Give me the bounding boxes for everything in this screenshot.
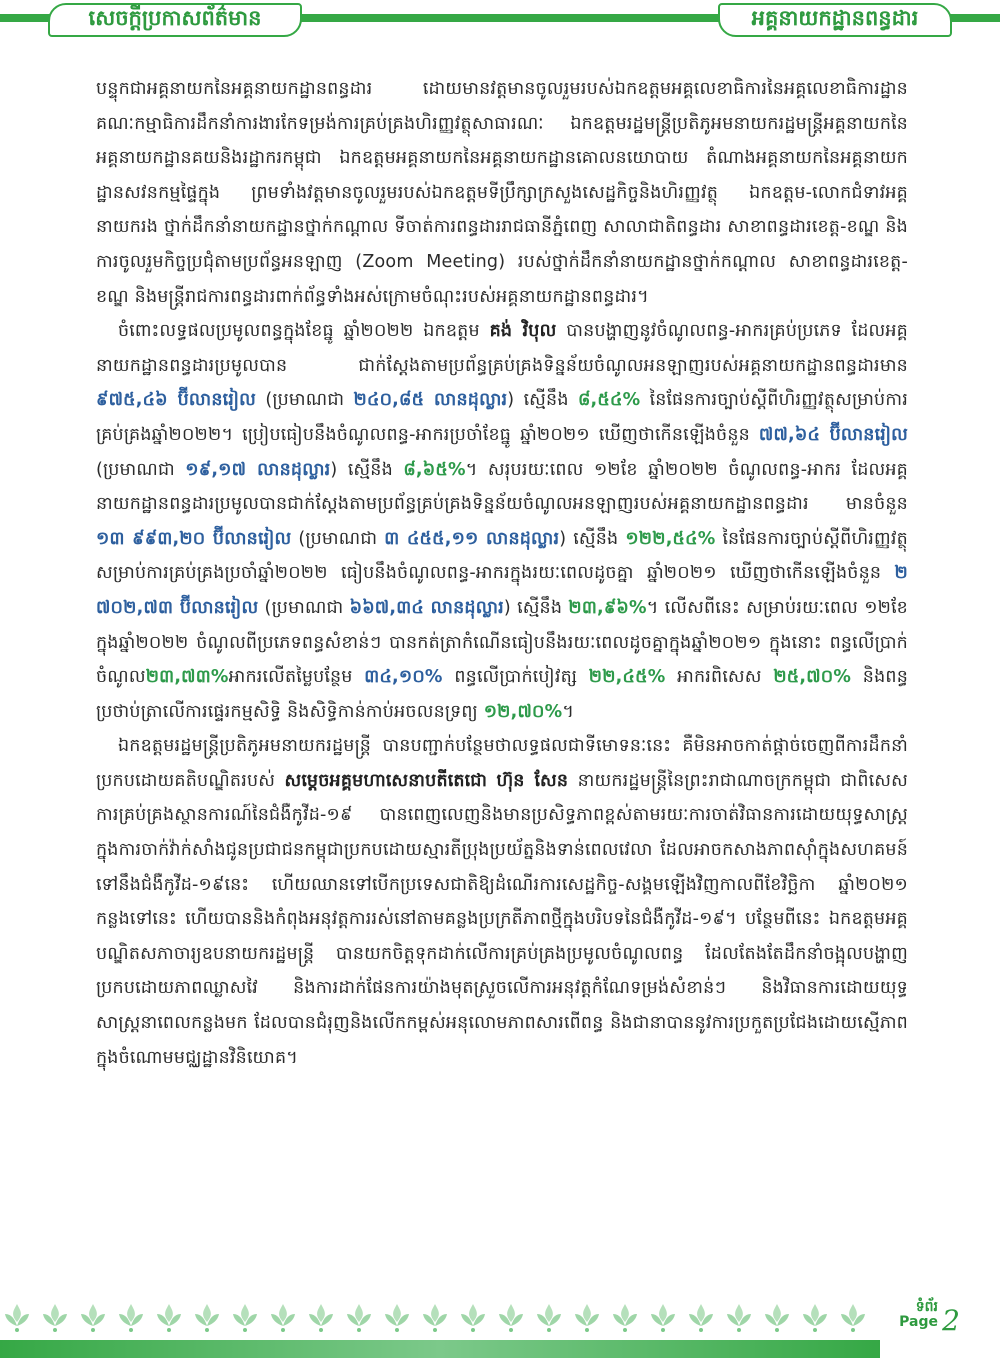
p2-text: ។ លើសពីនេះ សម្រាប់រយៈពេល ១២ខែ ក្នុងឆ្នាំ២០២២ ចំណូលពីប្រភេទពន្ធសំខាន់ៗ បានកត់ត្រាកំណើនធៀបនឹងរយៈពេលដូចគ្នាក្នុងឆ្នាំ២០២១ ក្នុងនោះ ពន្ធលើប្រាក់ចំណូល xyxy=(96,597,908,688)
figure-value: ៦៦៧,៣៤ លានដុល្លារ xyxy=(349,597,504,618)
p2-text: ។ xyxy=(562,701,575,722)
percent-value: ២៣,៧៣% xyxy=(145,667,229,688)
p2-text: នៃផែនការច្បាប់ស្តីពីហិរញ្ញវត្ថុសម្រាប់ការគ្រប់គ្រងឆ្នាំ២០២២។ ប្រៀបធៀបនឹងចំណូលពន្ធ-អាករប្រចាំខែធ្នូ ឆ្នាំ២០២១ ឃើញថាកើនឡើងចំនួន xyxy=(96,390,908,445)
p2-text: ) ស្មើនឹង xyxy=(503,597,569,618)
percent-value: ៨,៥៤% xyxy=(577,390,641,411)
paragraph-1: បន្ទុកជាអគ្គនាយកនៃអគ្គនាយកដ្ឋានពន្ធដារ ដោយមានវត្តមានចូលរួមរបស់ឯកឧត្តមអគ្គលេខាធិការនៃអគ្គលេខាធិការដ្ឋានគណៈកម្មាធិការដឹកនាំការងារកែទម្រង់ការគ្រប់គ្រងហិរញ្ញវត្ថុសាធារណៈ ឯកឧត្តមរដ្ឋមន្ត្រីប្រតិភូអមនាយករដ្ឋមន្ត្រីអគ្គនាយកនៃអគ្គនាយកដ្ឋានគយនិងរដ្ឋាករកម្ពុជា ឯកឧត្តមអគ្គនាយកនៃអគ្គនាយកដ្ឋានគោលនយោបាយ តំណាងអគ្គនាយកនៃអគ្គនាយកដ្ឋានសវនកម្មផ្ទៃក្នុង ព្រមទាំងវត្តមានចូលរួមរបស់ឯកឧត្តមទីប្រឹក្សាក្រសួងសេដ្ឋកិច្ចនិងហិរញ្ញវត្ថុ ឯកឧត្តម-លោកជំទាវអគ្គនាយករង ថ្នាក់ដឹកនាំនាយកដ្ឋានថ្នាក់កណ្ដាល ទីចាត់ការពន្ធដាររាជធានីភ្នំពេញ សាលាជាតិពន្ធដារ សាខាពន្ធដារខេត្ត-ខណ្ឌ និងការចូលរួមកិច្ចប្រជុំតាមប្រព័ន្ធអនឡាញ (Zoom Meeting) របស់ថ្នាក់ដឹកនាំនាយកដ្ឋានថ្នាក់កណ្ដាល សាខាពន្ធដារខេត្ត-ខណ្ឌ និងមន្ត្រីរាជការពន្ធដារពាក់ព័ន្ធទាំងអស់ក្រោមចំណុះរបស់អគ្គនាយកដ្ឋានពន្ធដារ។ xyxy=(96,79,908,307)
p2-text: ) ស្មើនឹង xyxy=(507,390,578,411)
p2-text: ។ សរុបរយៈពេល ១២ខែ ឆ្នាំ២០២២ ចំណូលពន្ធ-អាករ ដែលអគ្គនាយកដ្ឋានពន្ធដារប្រមូលបានជាក់ស្តែងតាមប្រព័ន្ធគ្រប់គ្រងទិន្នន័យចំណូលអនឡាញរបស់អគ្គនាយកដ្ឋានពន្ធដារ មានចំនួន xyxy=(96,459,908,515)
p2-text: អាករលើតម្លៃបន្ថែម xyxy=(228,667,365,688)
p2-text: ) ស្មើនឹង xyxy=(559,528,626,549)
percent-value: ២២,៤៥% xyxy=(588,667,666,688)
p2-text: បានបង្ហាញនូវចំណូលពន្ធ-អាករគ្រប់ប្រភេទ ដែលអគ្គនាយកដ្ឋានពន្ធដារប្រមូលបាន ជាក់ស្តែងតាមប្រព័ន្ធគ្រប់គ្រងទិន្នន័យចំណូលអនឡាញរបស់អគ្គនាយកដ្ឋានពន្ធដារមាន xyxy=(96,321,908,376)
percent-value: ១២២,៥៤% xyxy=(625,528,716,549)
leader-title: សម្តេចអគ្គមហាសេនាបតីតេជោ xyxy=(284,770,488,791)
p2-text: (ប្រមាណជា xyxy=(256,390,354,411)
leader-name: ហ៊ុន សែន xyxy=(496,770,569,791)
official-name: គង់ វិបុល xyxy=(489,321,557,342)
p2-text: (ប្រមាណជា xyxy=(291,528,385,549)
p2-text: អាករពិសេស xyxy=(665,667,774,688)
page-label xyxy=(899,1300,938,1330)
figure-value: ១៩,១៧ លានដុល្លារ xyxy=(185,459,331,480)
header-left-title: សេចក្តីប្រកាសព័ត៌មាន xyxy=(48,3,302,37)
figure-value: ១៣ ៩៩៣,២០ ប៊ីលានរៀល xyxy=(96,528,292,549)
p3-text: នាយករដ្ឋមន្ត្រីនៃព្រះរាជាណាចក្រកម្ពុជា ជាពិសេសការគ្រប់គ្រងស្ថានការណ៍នៃជំងឺកូវីដ-១៩ បានពេញលេញនិងមានប្រសិទ្ធភាពខ្ពស់តាមរយៈការចាត់វិធានការដោយយុទ្ធសាស្ត្រក្នុងការចាក់វ៉ាក់សាំងជូនប្រជាជនកម្ពុជាប្រកបដោយស្មារតីប្រុងប្រយ័ត្ននិងទាន់ពេលវេលា ដែលអាចកសាងភាពស៊ាំក្នុងសហគមន៍ទៅនឹងជំងឺកូវីដ-១៩នេះ ហើយឈានទៅបើកប្រទេសជាតិឱ្យដំណើរការសេដ្ឋកិច្ច-សង្គមឡើងវិញកាលពីខែវិច្ឆិកា ឆ្នាំ២០២១ កន្លងទៅនេះ ហើយបាននិងកំពុងអនុវត្តការរស់នៅតាមគន្លងប្រក្រតីភាពថ្មីក្នុងបរិបទនៃជំងឺកូវីដ-១៩។ បន្ថែមពីនេះ ឯកឧត្តមអគ្គបណ្ឌិតសភាចារ្យឧបនាយករដ្ឋមន្ត្រី បានយកចិត្តទុកដាក់លើការគ្រប់គ្រងប្រមូលចំណូលពន្ធ ដែលតែងតែដឹកនាំចង្អុលបង្ហាញប្រកបដោយភាពឈ្លាសវៃ និងការដាក់ផែនការយ៉ាងមុតស្រួចលើការអនុវត្តកំណែទម្រង់សំខាន់ៗ និងវិធានការដោយយុទ្ធសាស្ត្រនាពេលកន្លងមក ដែលបានជំរុញនិងលើកកម្ពស់អនុលោមភាពសារពើពន្ធ និងជានាបាននូវការប្រកួតប្រជែងដោយស្មើភាពក្នុងចំណោមមជ្ឈដ្ឋានវិនិយោគ។ xyxy=(96,770,908,1068)
p2-text: ) ស្មើនឹង xyxy=(330,459,404,480)
page-label-en: Page xyxy=(899,1314,938,1330)
footer-green-bar xyxy=(0,1340,880,1358)
paragraph-3 xyxy=(96,729,908,1075)
page-label-kh: ទំព័រ xyxy=(915,1299,938,1315)
paragraph-2 xyxy=(96,314,908,729)
figure-value: ៣ ៤៥៥,១១ លានដុល្លារ xyxy=(384,528,560,549)
figure-value: ២៤០,៨៥ លានដុល្លារ xyxy=(353,390,508,411)
percent-value: ១២,៧០% xyxy=(483,701,563,722)
figure-value: ៧៧,៦៤ ប៊ីលានរៀល xyxy=(758,424,908,445)
p3-text: ឯកឧត្តមរដ្ឋមន្ត្រីប្រតិភូអមនាយករដ្ឋមន្ត្រី បានបញ្ជាក់បន្ថែមថាលទ្ធផលជាទីមោទនៈនេះ គឺមិនអាចកាត់ផ្តាច់ចេញពីការដឹកនាំប្រកបដោយគតិបណ្ឌិតរបស់ xyxy=(96,736,908,791)
p2-text: នៃផែនការច្បាប់ស្តីពីហិរញ្ញវត្ថុសម្រាប់ការគ្រប់គ្រងប្រចាំឆ្នាំ២០២២ ធៀបនឹងចំណូលពន្ធ-អាករក្នុងរយៈពេលដូចគ្នា ឆ្នាំ២០២១ ឃើញថាកើនឡើងចំនួន xyxy=(96,528,908,584)
p2-text: ចំពោះលទ្ធផលប្រមូលពន្ធក្នុងខែធ្នូ ឆ្នាំ២០២២ ឯកឧត្តម xyxy=(118,321,490,342)
percent-value: ២៣,៩៦% xyxy=(568,597,647,618)
page-number: 2 xyxy=(942,1304,960,1337)
page-header xyxy=(0,0,1000,48)
figure-value: ៩៧៥,៤៦ ប៊ីលានរៀល xyxy=(96,390,257,411)
percent-value: ២៥,៧០% xyxy=(773,667,852,688)
figure-value: ២ ៧០២,៧៣ ប៊ីលានរៀល xyxy=(96,563,908,618)
percent-value: ៣៤,១០% xyxy=(364,667,443,688)
p2-text: ពន្ធលើប្រាក់បៀវត្ស xyxy=(442,667,589,688)
p2-text: (ប្រមាណជា xyxy=(258,597,350,618)
p2-text: និងពន្ធប្រថាប់ត្រាលើការផ្ទេរកម្មសិទ្ធិ និងសិទ្ធិកាន់កាប់អចលនទ្រព្យ xyxy=(96,667,909,722)
article-body xyxy=(96,72,908,1075)
header-right-title: អគ្គនាយកដ្ឋានពន្ធដារ xyxy=(718,3,952,37)
lotus-ornament-icon xyxy=(0,1300,880,1336)
percent-value: ៨,៦៥% xyxy=(403,459,466,480)
page-footer xyxy=(0,1290,1000,1370)
footer-ornament-row xyxy=(0,1300,880,1336)
p2-text: (ប្រមាណជា xyxy=(96,459,186,480)
